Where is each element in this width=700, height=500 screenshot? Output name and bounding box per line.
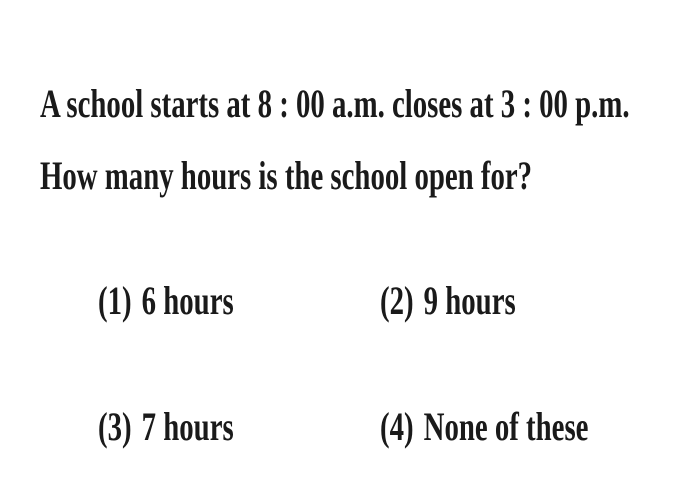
option-label: 6 hours [141,278,234,323]
option-2 [380,278,516,323]
option-label: 7 hours [141,404,234,449]
option-4 [380,404,589,449]
question-line-1: A school starts at 8 : 00 a.m. closes at 3 : 00 p.m. [40,81,630,126]
option-number: (3) [98,404,132,449]
option-number: (1) [98,278,132,323]
option-1 [98,278,234,323]
option-number: (4) [380,404,414,449]
option-label: 9 hours [423,278,516,323]
question-line-2: How many hours is the school open for? [40,153,533,198]
option-label: None of these [423,404,589,449]
option-number: (2) [380,278,414,323]
option-3 [98,404,234,449]
